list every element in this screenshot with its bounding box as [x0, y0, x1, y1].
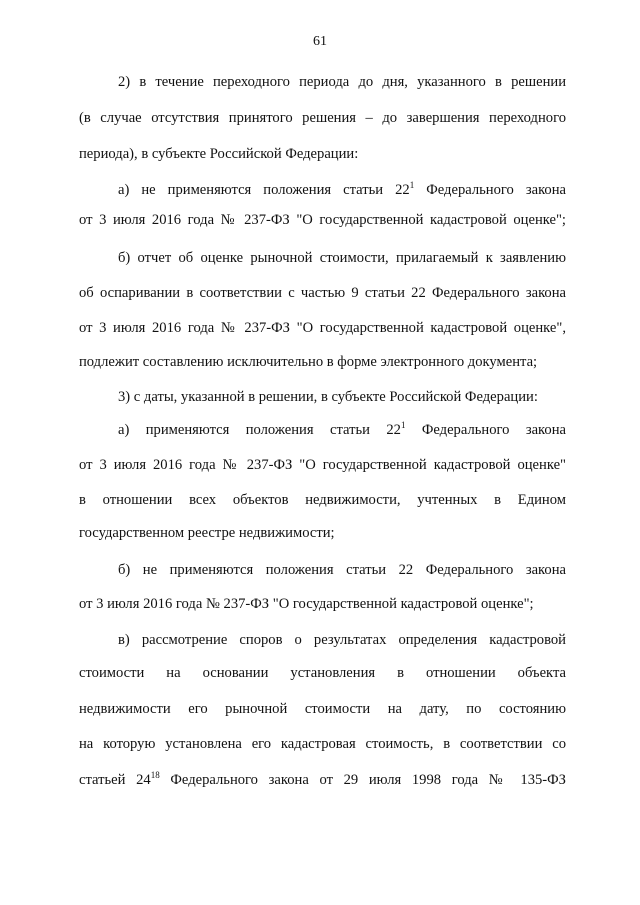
text-line: от 3 июля 2016 года № 237-ФЗ "О государственной кадастровой оценке",: [79, 320, 566, 336]
text-segment: Федерального закона от 29 июля 1998 года № 135-ФЗ: [159, 772, 566, 788]
text-segment: Федерального закона: [414, 182, 567, 198]
text-line: стоимости на основании установления в отношении объекта: [79, 665, 566, 681]
text-line: на которую установлена его кадастровая стоимость, в соответствии со: [79, 736, 566, 752]
text-segment: Федерального закона: [405, 422, 566, 438]
superscript: 1: [409, 180, 415, 190]
text-line: б) не применяются положения статьи 22 Федерального закона: [118, 562, 566, 578]
superscript: 1: [400, 420, 406, 430]
text-line: подлежит составлению исключительно в форме электронного документа;: [79, 354, 538, 370]
text-line: (в случае отсутствия принятого решения – до завершения переходного: [79, 110, 566, 126]
text-line: от 3 июля 2016 года № 237-ФЗ "О государственной кадастровой оценке";: [79, 212, 566, 228]
text-line: в) рассмотрение споров о результатах определения кадастровой: [118, 632, 566, 648]
text-segment: а) не применяются положения статьи 22: [118, 182, 410, 198]
text-line: государственном реестре недвижимости;: [79, 525, 335, 541]
page-number: 61: [313, 34, 327, 49]
text-line: от 3 июля 2016 года № 237-ФЗ "О государственной кадастровой оценке": [79, 457, 566, 473]
text-line: периода), в субъекте Российской Федерации:: [79, 146, 359, 162]
text-line: 2) в течение переходного периода до дня, указанного в решении: [118, 74, 566, 90]
text-line: [118, 180, 566, 200]
text-line: [79, 770, 566, 790]
text-line: в отношении всех объектов недвижимости, учтенных в Едином: [79, 492, 566, 508]
text-line: б) отчет об оценке рыночной стоимости, прилагаемый к заявлению: [118, 250, 566, 266]
text-line: об оспаривании в соответствии с частью 9 статьи 22 Федерального закона: [79, 285, 566, 301]
text-segment: а) применяются положения статьи 22: [118, 422, 401, 438]
text-line: от 3 июля 2016 года № 237-ФЗ "О государственной кадастровой оценке";: [79, 596, 534, 612]
text-line: 3) с даты, указанной в решении, в субъекте Российской Федерации:: [118, 389, 538, 405]
text-line: недвижимости его рыночной стоимости на дату, по состоянию: [79, 701, 566, 717]
text-segment: статьей 24: [79, 772, 151, 788]
text-line: [118, 420, 566, 440]
superscript: 18: [150, 770, 160, 780]
